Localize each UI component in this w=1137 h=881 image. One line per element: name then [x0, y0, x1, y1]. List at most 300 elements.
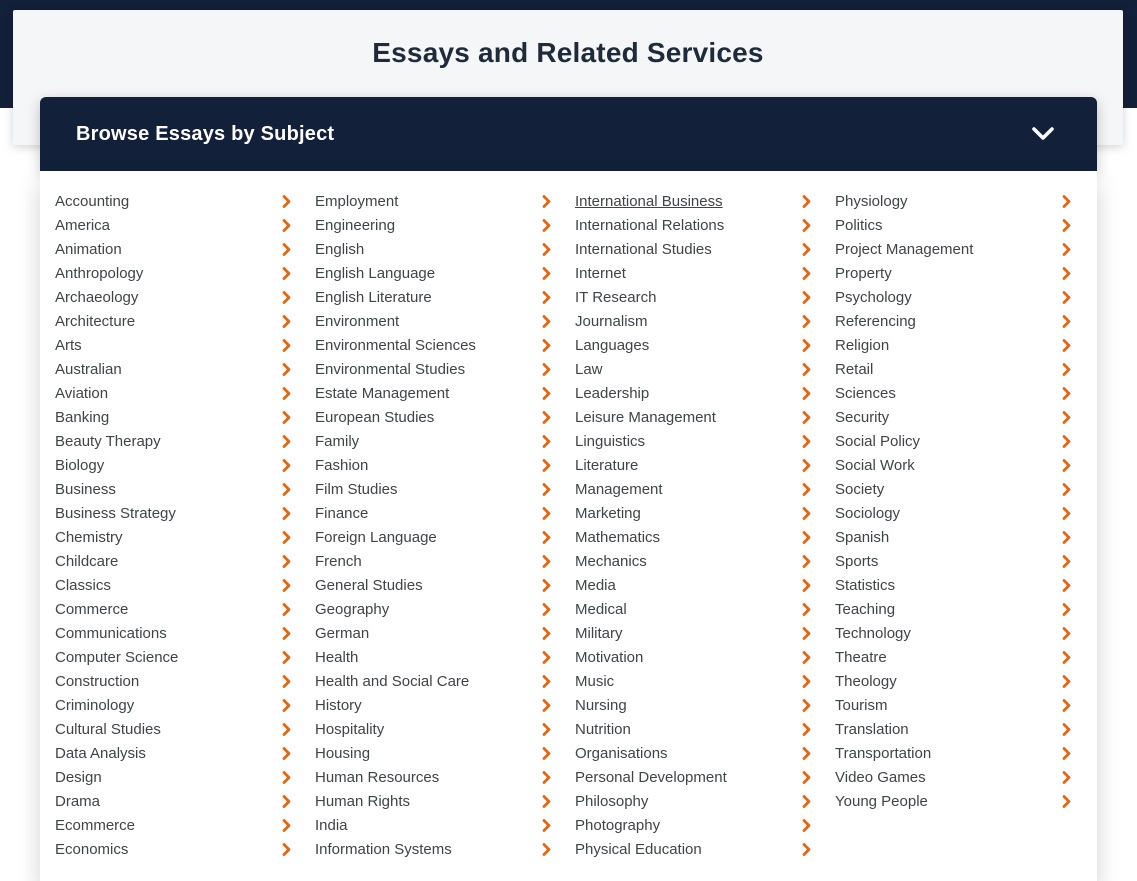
subject-label: Translation [835, 720, 909, 738]
subject-link[interactable] [315, 573, 553, 597]
subject-link[interactable] [835, 693, 1073, 717]
chevron-right-icon [1062, 219, 1073, 232]
subject-label: India [315, 816, 348, 834]
subject-column [835, 189, 1073, 813]
subject-link[interactable] [835, 645, 1073, 669]
subject-link[interactable] [315, 813, 553, 837]
chevron-right-icon [542, 387, 553, 400]
chevron-right-icon [282, 219, 293, 232]
chevron-right-icon [802, 267, 813, 280]
subject-label: Accounting [55, 192, 130, 210]
subject-label: Media [575, 576, 616, 594]
subject-label: General Studies [315, 576, 423, 594]
subject-label: Leadership [575, 384, 650, 402]
chevron-right-icon [282, 435, 293, 448]
subject-label: Literature [575, 456, 639, 474]
chevron-right-icon [542, 723, 553, 736]
chevron-right-icon [282, 291, 293, 304]
subject-label: Chemistry [55, 528, 123, 546]
chevron-right-icon [1062, 651, 1073, 664]
chevron-right-icon [542, 483, 553, 496]
subject-column [315, 189, 553, 861]
subject-link[interactable] [315, 213, 553, 237]
browse-subjects-accordion-header[interactable] [40, 97, 1097, 171]
chevron-right-icon [1062, 339, 1073, 352]
subject-link[interactable] [575, 261, 813, 285]
subject-link[interactable] [575, 837, 813, 861]
subject-link[interactable] [55, 693, 293, 717]
subject-link[interactable] [575, 189, 813, 213]
chevron-right-icon [802, 627, 813, 640]
subject-label: Health [315, 648, 359, 666]
subject-label: Video Games [835, 768, 926, 786]
subject-label: Sciences [835, 384, 896, 402]
subject-link[interactable] [55, 621, 293, 645]
subject-label: Motivation [575, 648, 644, 666]
subject-label: Construction [55, 672, 140, 690]
subject-link[interactable] [315, 621, 553, 645]
subject-link[interactable] [315, 765, 553, 789]
chevron-right-icon [282, 531, 293, 544]
subject-link[interactable] [55, 573, 293, 597]
subject-label: Sociology [835, 504, 901, 522]
subject-label: Communications [55, 624, 167, 642]
subject-link[interactable] [55, 837, 293, 861]
subject-link[interactable] [315, 597, 553, 621]
subject-label: Statistics [835, 576, 896, 594]
chevron-right-icon [802, 843, 813, 856]
chevron-right-icon [542, 819, 553, 832]
chevron-right-icon [1062, 675, 1073, 688]
subject-link[interactable] [315, 549, 553, 573]
subject-label: Computer Science [55, 648, 179, 666]
subject-label: Project Management [835, 240, 974, 258]
chevron-right-icon [542, 747, 553, 760]
chevron-right-icon [542, 603, 553, 616]
subject-link[interactable] [835, 669, 1073, 693]
chevron-right-icon [1062, 771, 1073, 784]
subject-link[interactable] [575, 813, 813, 837]
subject-label: Management [575, 480, 663, 498]
subject-link[interactable] [575, 573, 813, 597]
chevron-right-icon [542, 843, 553, 856]
subject-link[interactable] [835, 741, 1073, 765]
chevron-right-icon [282, 387, 293, 400]
subject-link[interactable] [835, 237, 1073, 261]
subject-label: Leisure Management [575, 408, 716, 426]
subject-link[interactable] [835, 573, 1073, 597]
subject-link[interactable] [575, 621, 813, 645]
subject-link[interactable] [575, 669, 813, 693]
chevron-right-icon [282, 603, 293, 616]
chevron-right-icon [802, 651, 813, 664]
subject-link[interactable] [835, 789, 1073, 813]
subject-link[interactable] [575, 429, 813, 453]
subject-link[interactable] [315, 429, 553, 453]
subject-label: Film Studies [315, 480, 398, 498]
subject-label: European Studies [315, 408, 435, 426]
subject-label: Data Analysis [55, 744, 146, 762]
subject-label: Music [575, 672, 615, 690]
chevron-right-icon [542, 771, 553, 784]
subject-label: Environmental Studies [315, 360, 466, 378]
chevron-right-icon [802, 675, 813, 688]
subject-link[interactable] [55, 333, 293, 357]
chevron-right-icon [282, 819, 293, 832]
chevron-right-icon [1062, 723, 1073, 736]
subject-label: Journalism [575, 312, 648, 330]
subject-label: Housing [315, 744, 371, 762]
chevron-right-icon [282, 363, 293, 376]
chevron-right-icon [1062, 531, 1073, 544]
chevron-right-icon [1062, 195, 1073, 208]
subject-link[interactable] [55, 429, 293, 453]
subject-link[interactable] [55, 549, 293, 573]
subject-link[interactable] [315, 669, 553, 693]
chevron-right-icon [802, 315, 813, 328]
subject-label: Beauty Therapy [55, 432, 161, 450]
subject-link[interactable] [575, 405, 813, 429]
subject-link[interactable] [835, 405, 1073, 429]
subject-link[interactable] [835, 597, 1073, 621]
chevron-right-icon [802, 435, 813, 448]
subject-label: Human Resources [315, 768, 440, 786]
subject-link[interactable] [315, 693, 553, 717]
chevron-right-icon [542, 291, 553, 304]
chevron-right-icon [802, 747, 813, 760]
subject-column [575, 189, 813, 861]
chevron-right-icon [1062, 291, 1073, 304]
chevron-right-icon [1062, 363, 1073, 376]
subject-link[interactable] [575, 237, 813, 261]
subject-link[interactable] [575, 309, 813, 333]
chevron-right-icon [282, 723, 293, 736]
subject-link[interactable] [55, 213, 293, 237]
subject-label: IT Research [575, 288, 657, 306]
chevron-right-icon [542, 675, 553, 688]
subject-label: Human Rights [315, 792, 411, 810]
subject-link[interactable] [315, 501, 553, 525]
subject-link[interactable] [835, 381, 1073, 405]
subjects-panel [40, 171, 1097, 881]
subject-label: Social Policy [835, 432, 921, 450]
chevron-right-icon [1062, 747, 1073, 760]
chevron-right-icon [282, 675, 293, 688]
subject-label: English Literature [315, 288, 432, 306]
subject-label: Young People [835, 792, 928, 810]
subject-link[interactable] [55, 237, 293, 261]
subject-label: Criminology [55, 696, 135, 714]
subject-label: English Language [315, 264, 436, 282]
subject-label: Physiology [835, 192, 908, 210]
subject-link[interactable] [55, 285, 293, 309]
subject-link[interactable] [835, 717, 1073, 741]
subject-label: Security [835, 408, 890, 426]
subject-link[interactable] [575, 525, 813, 549]
subject-label: Politics [835, 216, 883, 234]
chevron-right-icon [542, 651, 553, 664]
subject-link[interactable] [55, 645, 293, 669]
chevron-right-icon [802, 459, 813, 472]
chevron-right-icon [1062, 483, 1073, 496]
subject-link[interactable] [575, 477, 813, 501]
chevron-right-icon [802, 243, 813, 256]
subject-link[interactable] [315, 525, 553, 549]
subject-link[interactable] [315, 357, 553, 381]
subject-link[interactable] [315, 453, 553, 477]
subject-label: Military [575, 624, 623, 642]
subject-link[interactable] [575, 765, 813, 789]
chevron-right-icon [802, 363, 813, 376]
subject-label: International Business [575, 192, 723, 210]
chevron-right-icon [802, 603, 813, 616]
subject-link[interactable] [315, 285, 553, 309]
chevron-right-icon [802, 483, 813, 496]
chevron-right-icon [1062, 243, 1073, 256]
chevron-right-icon [282, 699, 293, 712]
chevron-right-icon [282, 483, 293, 496]
subject-label: Personal Development [575, 768, 727, 786]
subject-link[interactable] [315, 741, 553, 765]
subject-link[interactable] [55, 813, 293, 837]
subject-label: Society [835, 480, 885, 498]
subject-label: Spanish [835, 528, 890, 546]
chevron-right-icon [1062, 795, 1073, 808]
subject-link[interactable] [835, 189, 1073, 213]
subject-link[interactable] [55, 765, 293, 789]
subject-label: English [315, 240, 365, 258]
subject-label: Marketing [575, 504, 641, 522]
subject-link[interactable] [55, 525, 293, 549]
subject-link[interactable] [315, 261, 553, 285]
chevron-right-icon [802, 195, 813, 208]
chevron-right-icon [1062, 459, 1073, 472]
chevron-right-icon [802, 411, 813, 424]
subject-label: Business Strategy [55, 504, 176, 522]
subject-label: Estate Management [315, 384, 450, 402]
chevron-right-icon [1062, 555, 1073, 568]
subject-link[interactable] [575, 501, 813, 525]
subject-link[interactable] [835, 621, 1073, 645]
subject-link[interactable] [835, 309, 1073, 333]
chevron-right-icon [282, 507, 293, 520]
subject-link[interactable] [315, 333, 553, 357]
chevron-right-icon [282, 843, 293, 856]
subjects-grid [55, 189, 1073, 861]
subject-link[interactable] [835, 477, 1073, 501]
chevron-right-icon [282, 579, 293, 592]
subject-label: Geography [315, 600, 390, 618]
subject-link[interactable] [575, 789, 813, 813]
chevron-right-icon [1062, 435, 1073, 448]
subject-link[interactable] [575, 213, 813, 237]
chevron-right-icon [802, 291, 813, 304]
subject-label: Mathematics [575, 528, 661, 546]
subject-link[interactable] [835, 549, 1073, 573]
chevron-right-icon [1062, 411, 1073, 424]
subject-label: Religion [835, 336, 890, 354]
chevron-right-icon [802, 795, 813, 808]
subject-link[interactable] [55, 261, 293, 285]
subject-link[interactable] [55, 501, 293, 525]
chevron-right-icon [802, 771, 813, 784]
chevron-right-icon [802, 219, 813, 232]
subject-label: Commerce [55, 600, 129, 618]
subject-label: Fashion [315, 456, 369, 474]
subject-label: Hospitality [315, 720, 385, 738]
subject-link[interactable] [575, 453, 813, 477]
subject-link[interactable] [55, 477, 293, 501]
chevron-right-icon [1062, 507, 1073, 520]
page-title: Essays and Related Services [372, 37, 764, 68]
subject-label: Philosophy [575, 792, 649, 810]
subject-link[interactable] [55, 717, 293, 741]
subject-label: Property [835, 264, 892, 282]
subject-label: Childcare [55, 552, 119, 570]
subject-link[interactable] [575, 597, 813, 621]
subject-link[interactable] [315, 405, 553, 429]
subject-label: Banking [55, 408, 110, 426]
subject-label: Economics [55, 840, 129, 858]
chevron-down-icon[interactable] [1031, 126, 1055, 142]
subject-link[interactable] [575, 645, 813, 669]
subject-label: Arts [55, 336, 82, 354]
subject-link[interactable] [55, 381, 293, 405]
chevron-right-icon [1062, 603, 1073, 616]
subject-link[interactable] [55, 597, 293, 621]
subject-label: Mechanics [575, 552, 647, 570]
chevron-right-icon [282, 315, 293, 328]
subject-label: Architecture [55, 312, 136, 330]
chevron-right-icon [1062, 267, 1073, 280]
subject-link[interactable] [575, 717, 813, 741]
subject-label: Organisations [575, 744, 668, 762]
subject-link[interactable] [575, 741, 813, 765]
subject-label: Australian [55, 360, 122, 378]
subject-label: Social Work [835, 456, 915, 474]
subject-label: Biology [55, 456, 105, 474]
subject-label: Foreign Language [315, 528, 437, 546]
subject-link[interactable] [835, 765, 1073, 789]
chevron-right-icon [282, 195, 293, 208]
chevron-right-icon [542, 459, 553, 472]
chevron-right-icon [1062, 315, 1073, 328]
subject-link[interactable] [575, 333, 813, 357]
accordion-title: Browse Essays by Subject [76, 122, 335, 145]
subject-link[interactable] [55, 405, 293, 429]
subject-link[interactable] [315, 645, 553, 669]
subject-link[interactable] [835, 429, 1073, 453]
chevron-right-icon [1062, 387, 1073, 400]
subject-link[interactable] [55, 669, 293, 693]
subject-link[interactable] [835, 285, 1073, 309]
chevron-right-icon [542, 243, 553, 256]
subject-label: Psychology [835, 288, 912, 306]
chevron-right-icon [542, 531, 553, 544]
chevron-right-icon [542, 339, 553, 352]
subject-label: Nutrition [575, 720, 631, 738]
subject-label: Linguistics [575, 432, 646, 450]
subject-label: Aviation [55, 384, 109, 402]
subject-label: Cultural Studies [55, 720, 161, 738]
subject-link[interactable] [835, 501, 1073, 525]
subject-label: Environmental Sciences [315, 336, 476, 354]
subject-label: Anthropology [55, 264, 144, 282]
subject-label: Physical Education [575, 840, 702, 858]
subject-label: Nursing [575, 696, 627, 714]
subject-link[interactable] [55, 741, 293, 765]
chevron-right-icon [282, 411, 293, 424]
chevron-right-icon [802, 507, 813, 520]
chevron-right-icon [802, 579, 813, 592]
chevron-right-icon [282, 651, 293, 664]
subject-link[interactable] [55, 453, 293, 477]
chevron-right-icon [802, 387, 813, 400]
chevron-right-icon [542, 363, 553, 376]
chevron-right-icon [802, 819, 813, 832]
subject-link[interactable] [835, 333, 1073, 357]
chevron-right-icon [282, 267, 293, 280]
chevron-right-icon [282, 459, 293, 472]
chevron-right-icon [802, 531, 813, 544]
subject-link[interactable] [575, 357, 813, 381]
subject-link[interactable] [315, 237, 553, 261]
chevron-right-icon [542, 555, 553, 568]
subject-label: Employment [315, 192, 399, 210]
subject-link[interactable] [315, 477, 553, 501]
subject-link[interactable] [315, 189, 553, 213]
chevron-right-icon [802, 699, 813, 712]
subject-link[interactable] [315, 309, 553, 333]
chevron-right-icon [1062, 579, 1073, 592]
subject-link[interactable] [575, 549, 813, 573]
subject-link[interactable] [835, 213, 1073, 237]
subject-link[interactable] [315, 789, 553, 813]
subject-label: Design [55, 768, 102, 786]
subject-link[interactable] [55, 789, 293, 813]
chevron-right-icon [542, 579, 553, 592]
chevron-right-icon [542, 219, 553, 232]
subject-link[interactable] [55, 309, 293, 333]
subject-link[interactable] [835, 453, 1073, 477]
chevron-right-icon [542, 267, 553, 280]
subject-label: Referencing [835, 312, 916, 330]
chevron-right-icon [282, 555, 293, 568]
subject-label: Ecommerce [55, 816, 136, 834]
subject-link[interactable] [835, 357, 1073, 381]
subject-link[interactable] [575, 381, 813, 405]
subject-label: Sports [835, 552, 879, 570]
subject-link[interactable] [55, 189, 293, 213]
subject-label: Environment [315, 312, 400, 330]
subject-link[interactable] [835, 525, 1073, 549]
chevron-right-icon [542, 795, 553, 808]
subject-link[interactable] [575, 285, 813, 309]
subject-label: Languages [575, 336, 650, 354]
chevron-right-icon [282, 339, 293, 352]
chevron-right-icon [282, 627, 293, 640]
subject-link[interactable] [315, 837, 553, 861]
subject-link[interactable] [55, 357, 293, 381]
chevron-right-icon [1062, 699, 1073, 712]
subject-label: Family [315, 432, 360, 450]
subject-link[interactable] [575, 693, 813, 717]
subject-label: Health and Social Care [315, 672, 470, 690]
subject-link[interactable] [835, 261, 1073, 285]
subject-link[interactable] [315, 381, 553, 405]
subject-label: Tourism [835, 696, 888, 714]
subject-link[interactable] [315, 717, 553, 741]
